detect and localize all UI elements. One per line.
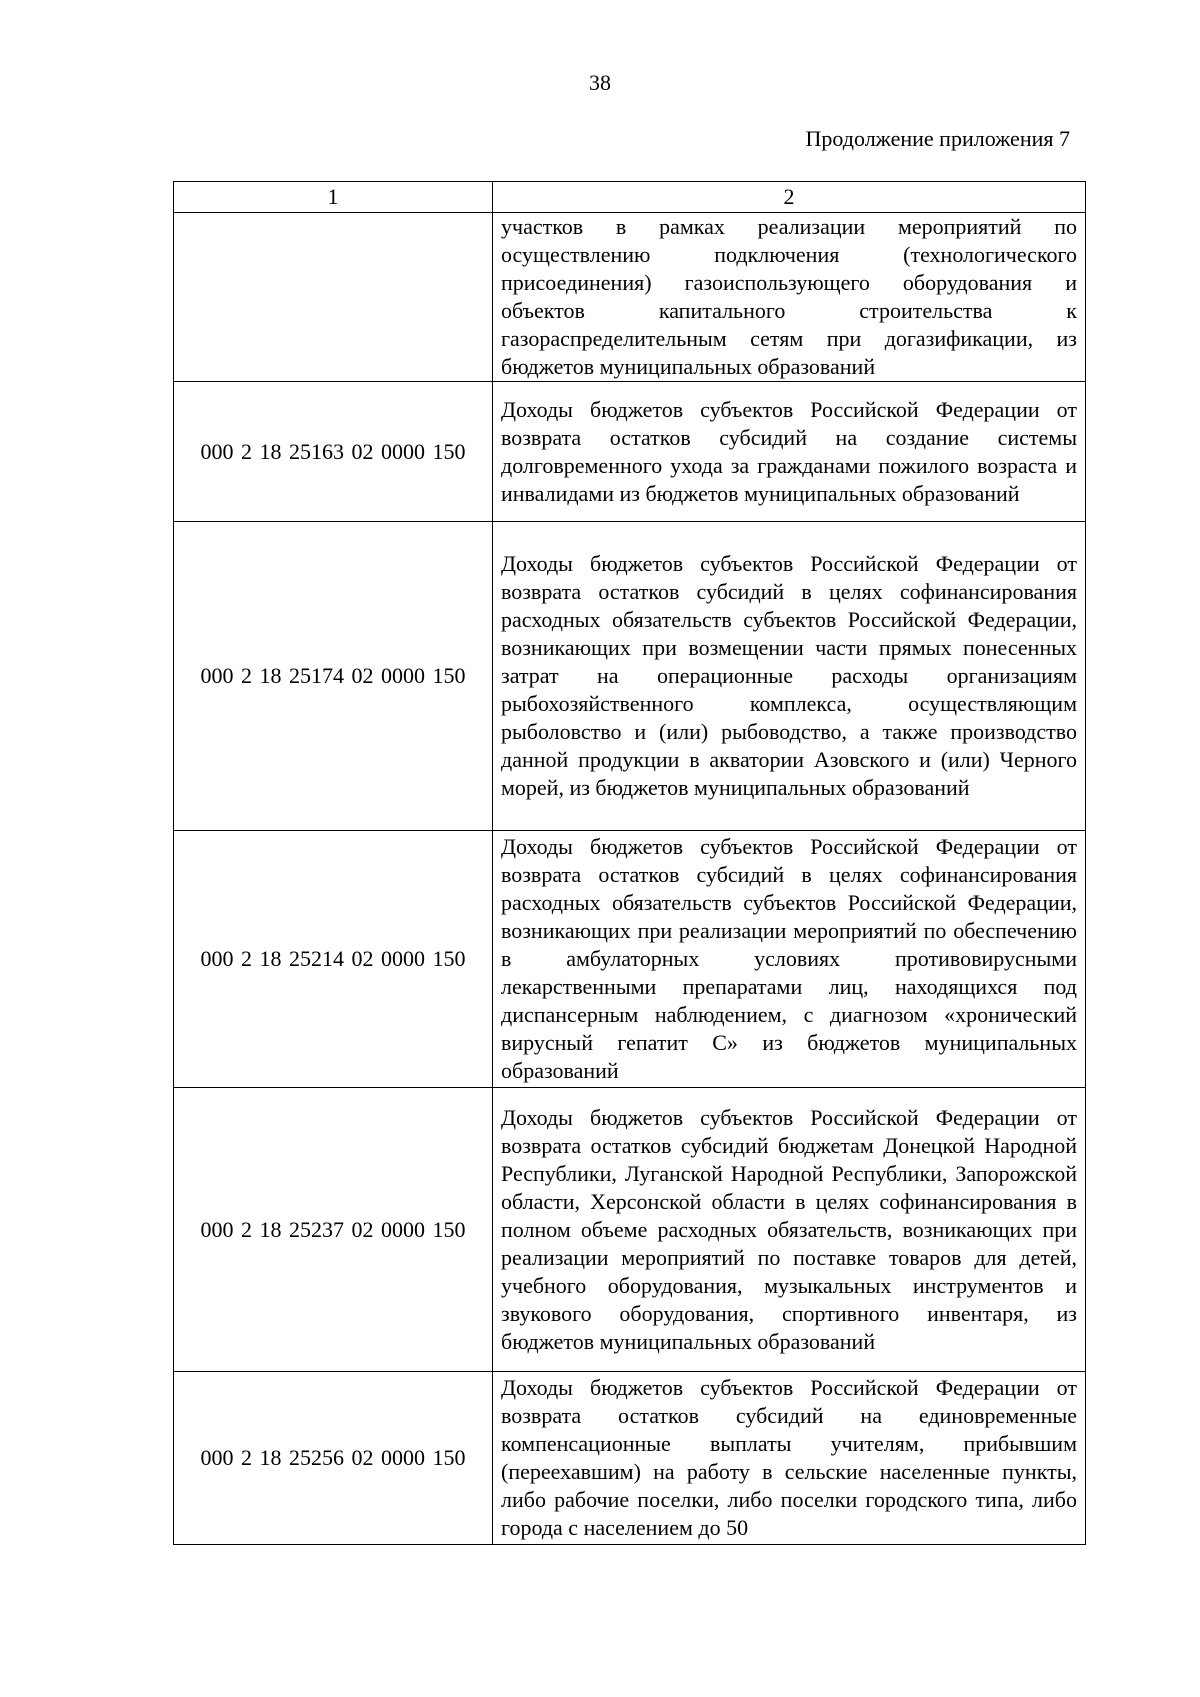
page-number: 38 — [589, 70, 611, 95]
description-cell: Доходы бюджетов субъектов Российской Федерации от возврата остатков субсидий в целях софинансирования расходных обязательств субъектов Российской Федерации, возникающих при возмещении части прямых понесенных затрат на операционные расходы организациям рыбохозяйственного комплекса, осуществляющим рыболовство и (или) рыбоводство, а также производство данной продукции в акватории Азовского и (или) Черного морей, из бюджетов муниципальных образований — [493, 522, 1086, 831]
budget-code-cell: 000 2 18 25256 02 0000 150 — [174, 1372, 493, 1545]
table-row — [174, 213, 1086, 382]
continuation-label: Продолжение приложения 7 — [805, 126, 1070, 151]
table-row — [174, 1088, 1086, 1372]
description-cell: Доходы бюджетов субъектов Российской Федерации от возврата остатков субсидий на единовременные компенсационные выплаты учителям, прибывшим (переехавшим) на работу в сельские населенные пункты, либо рабочие поселки, либо поселки городского типа, либо города с населением до 50 — [493, 1372, 1086, 1545]
table-row — [174, 831, 1086, 1088]
description-cell: Доходы бюджетов субъектов Российской Федерации от возврата остатков субсидий бюджетам Донецкой Народной Республики, Луганской Народной Республики, Запорожской области, Херсонской области в целях софинансирования в полном объеме расходных обязательств, возникающих при реализации мероприятий по поставке товаров для детей, учебного оборудования, музыкальных инструментов и звукового оборудования, спортивного инвентаря, из бюджетов муниципальных образований — [493, 1088, 1086, 1372]
column-number-2: 2 — [493, 182, 1086, 213]
budget-code-cell: 000 2 18 25214 02 0000 150 — [174, 831, 493, 1088]
description-cell: участков в рамках реализации мероприятий по осуществлению подключения (технологического присоединения) газоиспользующего оборудования и объектов капитального строительства к газораспределительным сетям при догазификации, из бюджетов муниципальных образований — [493, 213, 1086, 382]
description-cell: Доходы бюджетов субъектов Российской Федерации от возврата остатков субсидий в целях софинансирования расходных обязательств субъектов Российской Федерации, возникающих при реализации мероприятий по обеспечению в амбулаторных условиях противовирусными лекарственными препаратами лиц, находящихся под диспансерным наблюдением, с диагнозом «хронический вирусный гепатит С» из бюджетов муниципальных образований — [493, 831, 1086, 1088]
table-row — [174, 382, 1086, 522]
description-cell: Доходы бюджетов субъектов Российской Федерации от возврата остатков субсидий на создание системы долговременного ухода за гражданами пожилого возраста и инвалидами из бюджетов муниципальных образований — [493, 382, 1086, 522]
table-row — [174, 1372, 1086, 1545]
budget-code-cell — [174, 213, 493, 382]
income-codes-table — [173, 181, 1086, 1545]
table-header-row — [174, 182, 1086, 213]
budget-code-cell: 000 2 18 25237 02 0000 150 — [174, 1088, 493, 1372]
column-number-1: 1 — [174, 182, 493, 213]
table-row — [174, 522, 1086, 831]
budget-code-cell: 000 2 18 25174 02 0000 150 — [174, 522, 493, 831]
budget-code-cell: 000 2 18 25163 02 0000 150 — [174, 382, 493, 522]
